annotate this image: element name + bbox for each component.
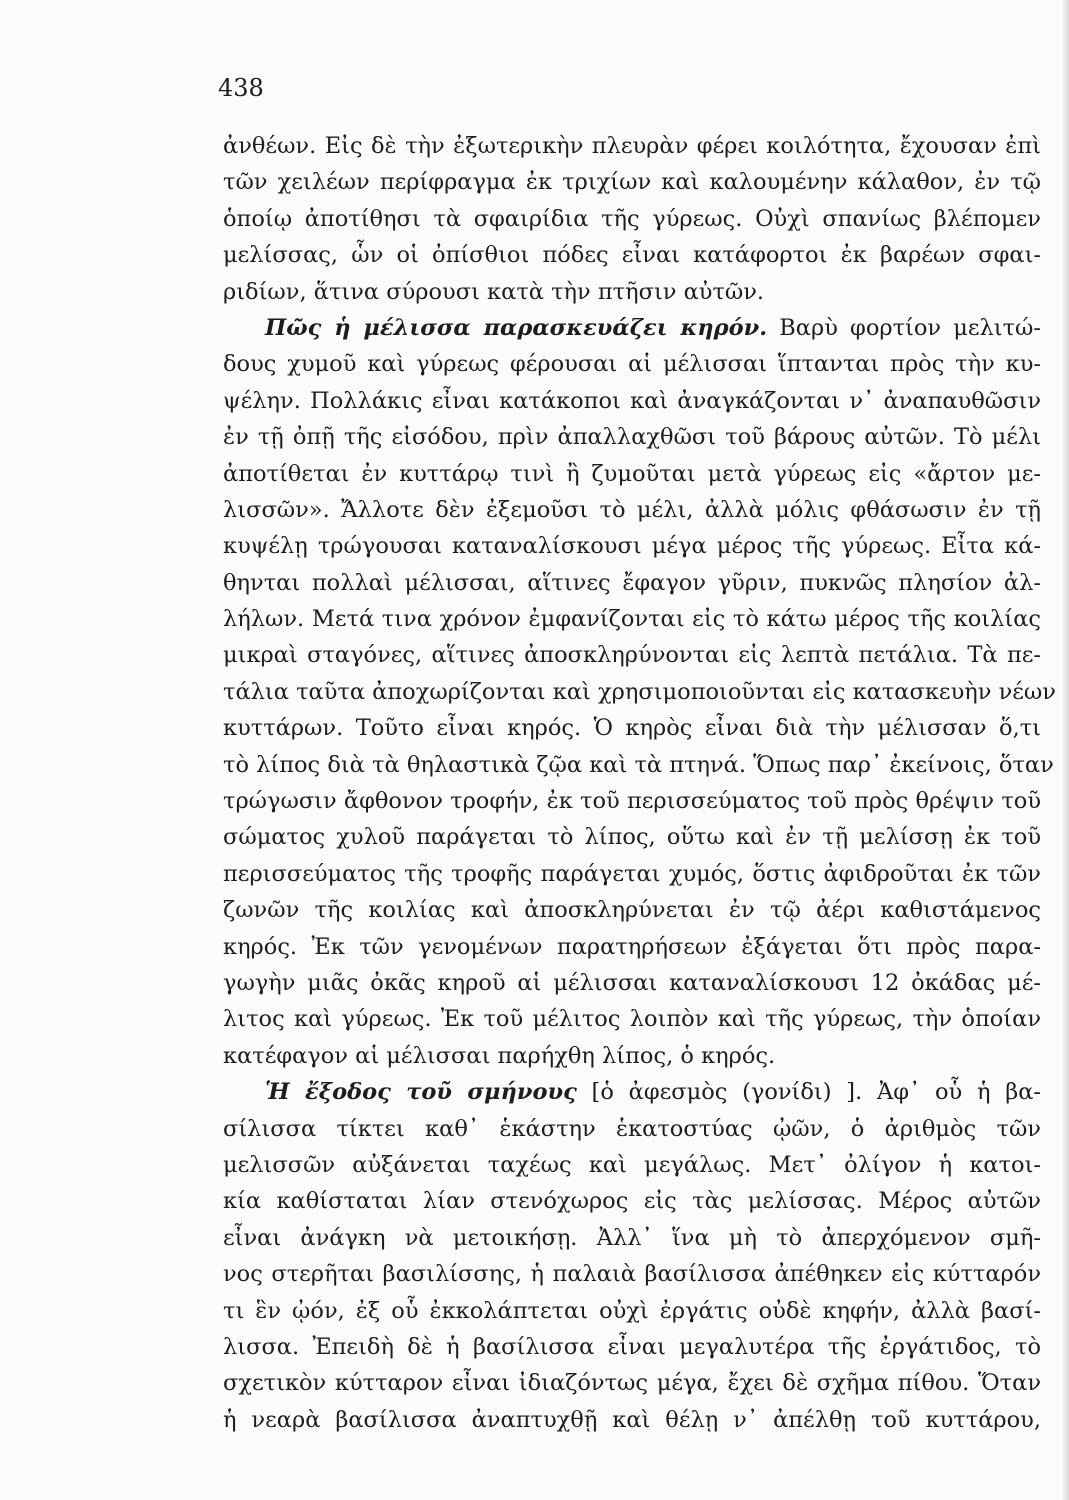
text-line (223, 783, 1041, 819)
line-text: θηνται πολλαὶ μέλισσαι, αἵτινες ἔφαγον γῦριν, πυκνῶς πλησίον ἀλ- (223, 569, 1041, 596)
text-line (223, 1402, 1041, 1438)
text-line (223, 601, 1041, 637)
line-text: τάλια ταῦτα ἀποχωρίζονται καὶ χρησιμοποιοῦνται εἰς κατασκευὴν νέων (223, 678, 1056, 705)
section-heading-line (223, 1074, 1041, 1110)
line-text: ἀποτίθεται ἐν κυττάρῳ τινὶ ἢ ζυμοῦται μετὰ γύρεως εἰς «ἄρτον με- (223, 460, 1041, 487)
text-line (223, 492, 1041, 528)
text-line (223, 128, 1041, 164)
line-text: μικραὶ σταγόνες, αἵτινες ἀποσκληρύνονται εἰς λεπτὰ πετάλια. Τὰ πε- (223, 642, 1041, 669)
line-text: κυψέλῃ τρώγουσαι καταναλίσκουσι μέγα μέρος τῆς γύρεως. Εἶτα κά- (223, 533, 1041, 560)
text-line (223, 456, 1041, 492)
line-text: κία καθίσταται λίαν στενόχωρος εἰς τὰς μελίσσας. Μέρος αὐτῶν (223, 1188, 1041, 1215)
line-text: ἀνθέων. Εἰς δὲ τὴν ἐξωτερικὴν πλευρὰν φέρει κοιλότητα, ἔχουσαν ἐπὶ (223, 133, 1041, 159)
text-line (223, 419, 1041, 455)
line-text: μελίσσας, ὧν οἱ ὀπίσθιοι πόδες εἶναι κατάφορτοι ἐκ βαρέων σφαι- (223, 242, 1041, 269)
line-text: λιτος καὶ γύρεως. Ἐκ τοῦ μέλιτος λοιπὸν καὶ τῆς γύρεως, τὴν ὁποίαν (223, 1006, 1041, 1033)
text-line (223, 1220, 1041, 1256)
line-text: γωγὴν μιᾶς ὀκᾶς κηροῦ αἱ μέλισσαι καταναλίσκουσι 12 ὀκάδας μέ- (223, 969, 1041, 996)
text-line (223, 674, 1056, 710)
text-line (223, 237, 1041, 273)
line-text: κηρός. Ἐκ τῶν γενομένων παρατηρήσεων ἐξάγεται ὅτι πρὸς παρα- (223, 933, 1041, 960)
line-text: λισσα. Ἐπειδὴ δὲ ἡ βασίλισσα εἶναι μεγαλυτέρα τῆς ἐργάτιδος, τὸ (223, 1333, 1041, 1360)
text-line (223, 1256, 1041, 1292)
line-text: εἶναι ἀνάγκη νὰ μετοικήσῃ. Ἀλλ᾽ ἵνα μὴ τὸ ἀπερχόμενον σμῆ- (223, 1224, 1041, 1251)
text-line (223, 1365, 1041, 1401)
text-line (223, 747, 1054, 783)
text-line (223, 965, 1041, 1001)
line-text: νος στερῆται βασιλίσσης, ἡ παλαιὰ βασίλισσα ἀπέθηκεν εἰς κύτταρόν (223, 1261, 1041, 1288)
line-text: Βαρὺ φορτίον μελιτώ- (767, 314, 1042, 341)
text-line (223, 346, 1041, 382)
line-text: [ὁ ἀφεσμὸς (γονίδι) ]. Ἀφ᾽ οὗ ἡ βα- (576, 1079, 1042, 1106)
line-text: λήλων. Μετά τινα χρόνον ἐμφανίζονται εἰς τὸ κάτω μέρος τῆς κοιλίας (223, 606, 1041, 633)
text-line (223, 528, 1041, 564)
text-line (223, 1183, 1041, 1219)
line-text: ψέλην. Πολλάκις εἶναι κατάκοποι καὶ ἀναγκάζονται ν᾽ ἀναπαυθῶσιν (223, 387, 1041, 414)
line-text: σίλισσα τίκτει καθ᾽ ἑκάστην ἑκατοστύας ᾠῶν, ὁ ἀριθμὸς τῶν (223, 1115, 1041, 1142)
page-edge-shadow (1063, 0, 1069, 1500)
line-text: λισσῶν». Ἄλλοτε δὲν ἐξεμοῦσι τὸ μέλι, ἀλλὰ μόλις φθάσωσιν ἐν τῇ (223, 496, 1041, 523)
line-text: τῶν χειλέων περίφραγμα ἐκ τριχίων καὶ καλουμένην κάλαθον, ἐν τῷ (223, 169, 1041, 196)
line-text: ζωνῶν τῆς κοιλίας καὶ ἀποσκληρύνεται ἐν τῷ ἀέρι καθιστάμενος (223, 897, 1041, 924)
line-text: περισσεύματος τῆς τροφῆς παράγεται χυμός, ὅστις ἀφιδροῦται ἐκ τῶν (223, 860, 1041, 887)
text-line (223, 929, 1041, 965)
body-text (223, 128, 1056, 1438)
line-text: μελισσῶν αὐξάνεται ταχέως καὶ μεγάλως. Μετ᾽ ὀλίγον ἡ κατοι- (223, 1151, 1041, 1178)
line-text: ὁποίῳ ἀποτίθησι τὰ σφαιρίδια τῆς γύρεως. Οὐχὶ σπανίως βλέπομεν (223, 205, 1041, 232)
text-line (223, 1038, 1041, 1074)
line-text: σχετικὸν κύτταρον εἶναι ἰδιαζόντως μέγα, ἔχει δὲ σχῆμα πίθου. Ὅταν (223, 1370, 1041, 1397)
line-text: τι ἓν ᾠόν, ἐξ οὗ ἐκκολάπτεται οὐχὶ ἐργάτις οὐδὲ κηφήν, ἀλλὰ βασί- (223, 1297, 1041, 1324)
line-text: τὸ λίπος διὰ τὰ θηλαστικὰ ζῷα καὶ τὰ πτηνά. Ὅπως παρ᾽ ἐκείνοις, ὅταν (223, 751, 1054, 778)
section-heading: Ἡ ἔξοδος τοῦ σμήνους (265, 1079, 577, 1106)
text-line (223, 1329, 1041, 1365)
line-text: σώματος χυλοῦ παράγεται τὸ λίπος, οὕτω καὶ ἐν τῇ μελίσσῃ ἐκ τοῦ (223, 824, 1041, 851)
text-line (223, 892, 1041, 928)
line-text: τρώγωσιν ἄφθονον τροφήν, ἐκ τοῦ περισσεύματος τοῦ πρὸς θρέψιν τοῦ (223, 788, 1041, 815)
text-line (223, 164, 1041, 200)
text-line (223, 1147, 1041, 1183)
text-line (223, 856, 1041, 892)
page-number: 438 (218, 74, 264, 102)
line-text: ριδίων, ἅτινα σύρουσι κατὰ τὴν πτῆσιν αὐτῶν. (223, 278, 765, 305)
line-text: δους χυμοῦ καὶ γύρεως φέρουσαι αἱ μέλισσαι ἵπτανται πρὸς τὴν κυ- (223, 351, 1041, 378)
line-text: κυττάρων. Τοῦτο εἶναι κηρός. Ὁ κηρὸς εἶναι διὰ τὴν μέλισσαν ὅ,τι (223, 715, 1041, 742)
text-line (223, 201, 1041, 237)
section-heading: Πῶς ἡ μέλισσα παρασκευάζει κηρόν. (265, 314, 768, 341)
text-line (223, 274, 1041, 310)
text-line (223, 383, 1041, 419)
text-line (223, 565, 1041, 601)
text-line (223, 1293, 1041, 1329)
text-line (223, 1001, 1041, 1037)
line-text: κατέφαγον αἱ μέλισσαι παρήχθη λίπος, ὁ κηρός. (223, 1042, 776, 1069)
text-line (223, 637, 1041, 673)
text-line (223, 710, 1041, 746)
line-text: ἡ νεαρὰ βασίλισσα ἀναπτυχθῇ καὶ θέλῃ ν᾽ ἀπέλθῃ τοῦ κυττάρου, (223, 1406, 1041, 1433)
text-line (223, 819, 1041, 855)
line-text: ἐν τῇ ὀπῇ τῆς εἰσόδου, πρὶν ἀπαλλαχθῶσι τοῦ βάρους αὐτῶν. Τὸ μέλι (223, 424, 1041, 451)
section-heading-line (223, 310, 1041, 346)
text-line (223, 1111, 1041, 1147)
